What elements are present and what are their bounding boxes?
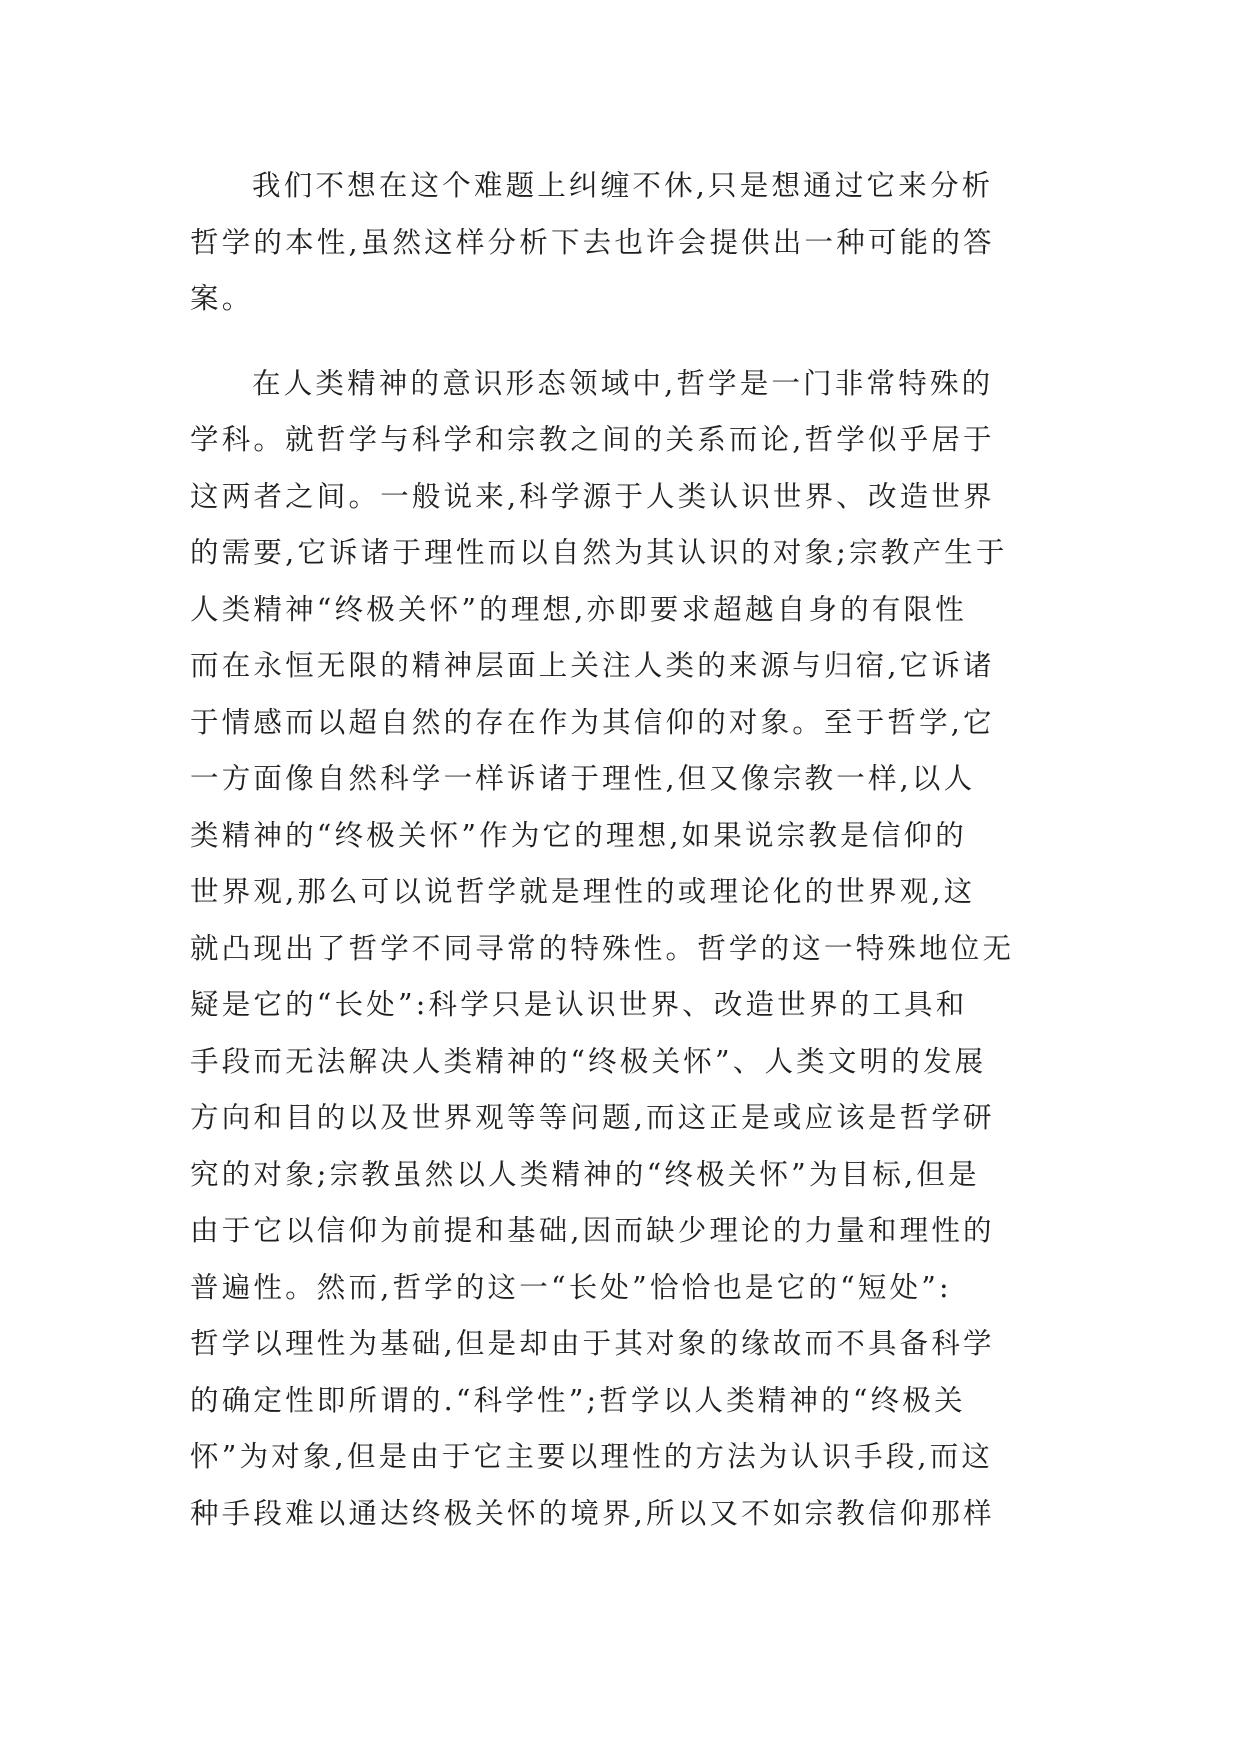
text-line: 在人类精神的意识形态领域中,哲学是一门非常特殊的 — [252, 366, 994, 400]
paragraph-spacer — [190, 328, 1046, 356]
text-line: 哲学以理性为基础,但是却由于其对象的缘故而不具备科学 — [190, 1327, 995, 1360]
paragraph-2 — [190, 356, 1046, 1543]
text-line: 种手段难以通达终极关怀的境界,所以又不如宗教信仰那样 — [190, 1496, 995, 1530]
text-line: 人类精神“终极关怀”的理想,亦即要求超越自身的有限性 — [190, 592, 967, 626]
text-line: 手段而无法解决人类精神的“终极关怀”、人类文明的发展 — [190, 1044, 987, 1078]
text-line: 的确定性即所谓的.“科学性”;哲学以人类精神的“终极关 — [190, 1383, 966, 1417]
text-line: 疑是它的“长处”:科学只是认识世界、改造世界的工具和 — [190, 988, 968, 1021]
body-text — [190, 158, 1046, 1542]
text-line: 的需要,它诉诸于理性而以自然为其认识的对象;宗教产生于 — [190, 536, 1008, 569]
text-line: 学科。就哲学与科学和宗教之间的关系而论,哲学似乎居于 — [190, 423, 995, 456]
paragraph-1 — [190, 158, 1046, 328]
text-line: 由于它以信仰为前提和基础,因而缺少理论的力量和理性的 — [190, 1214, 995, 1247]
text-line: 一方面像自然科学一样诉诸于理性,但又像宗教一样,以人 — [190, 762, 976, 795]
text-line: 究的对象;宗教虽然以人类精神的“终极关怀”为目标,但是 — [190, 1157, 980, 1191]
text-line: 这两者之间。一般说来,科学源于人类认识世界、改造世界 — [190, 479, 995, 513]
text-line: 世界观,那么可以说哲学就是理性的或理论化的世界观,这 — [190, 875, 976, 908]
text-line: 于情感而以超自然的存在作为其信仰的对象。至于哲学,它 — [190, 705, 995, 739]
text-line: 怀”为对象,但是由于它主要以理性的方法为认识手段,而这 — [190, 1440, 994, 1473]
text-line: 方向和目的以及世界观等等问题,而这正是或应该是哲学研 — [190, 1101, 995, 1134]
text-line: 案。 — [190, 282, 254, 315]
text-line: 类精神的“终极关怀”作为它的理想,如果说宗教是信仰的 — [190, 818, 967, 852]
text-line: 普遍性。然而,哲学的这一“长处”恰恰也是它的“短处”: — [190, 1270, 952, 1304]
text-line: 就凸现出了哲学不同寻常的特殊性。哲学的这一特殊地位无 — [190, 931, 1015, 965]
text-line: 而在永恒无限的精神层面上关注人类的来源与归宿,它诉诸 — [190, 649, 995, 682]
text-line: 我们不想在这个难题上纠缠不休,只是想通过它来分析 — [252, 169, 994, 202]
text-line: 哲学的本性,虽然这样分析下去也许会提供出一种可能的答 — [190, 225, 995, 259]
